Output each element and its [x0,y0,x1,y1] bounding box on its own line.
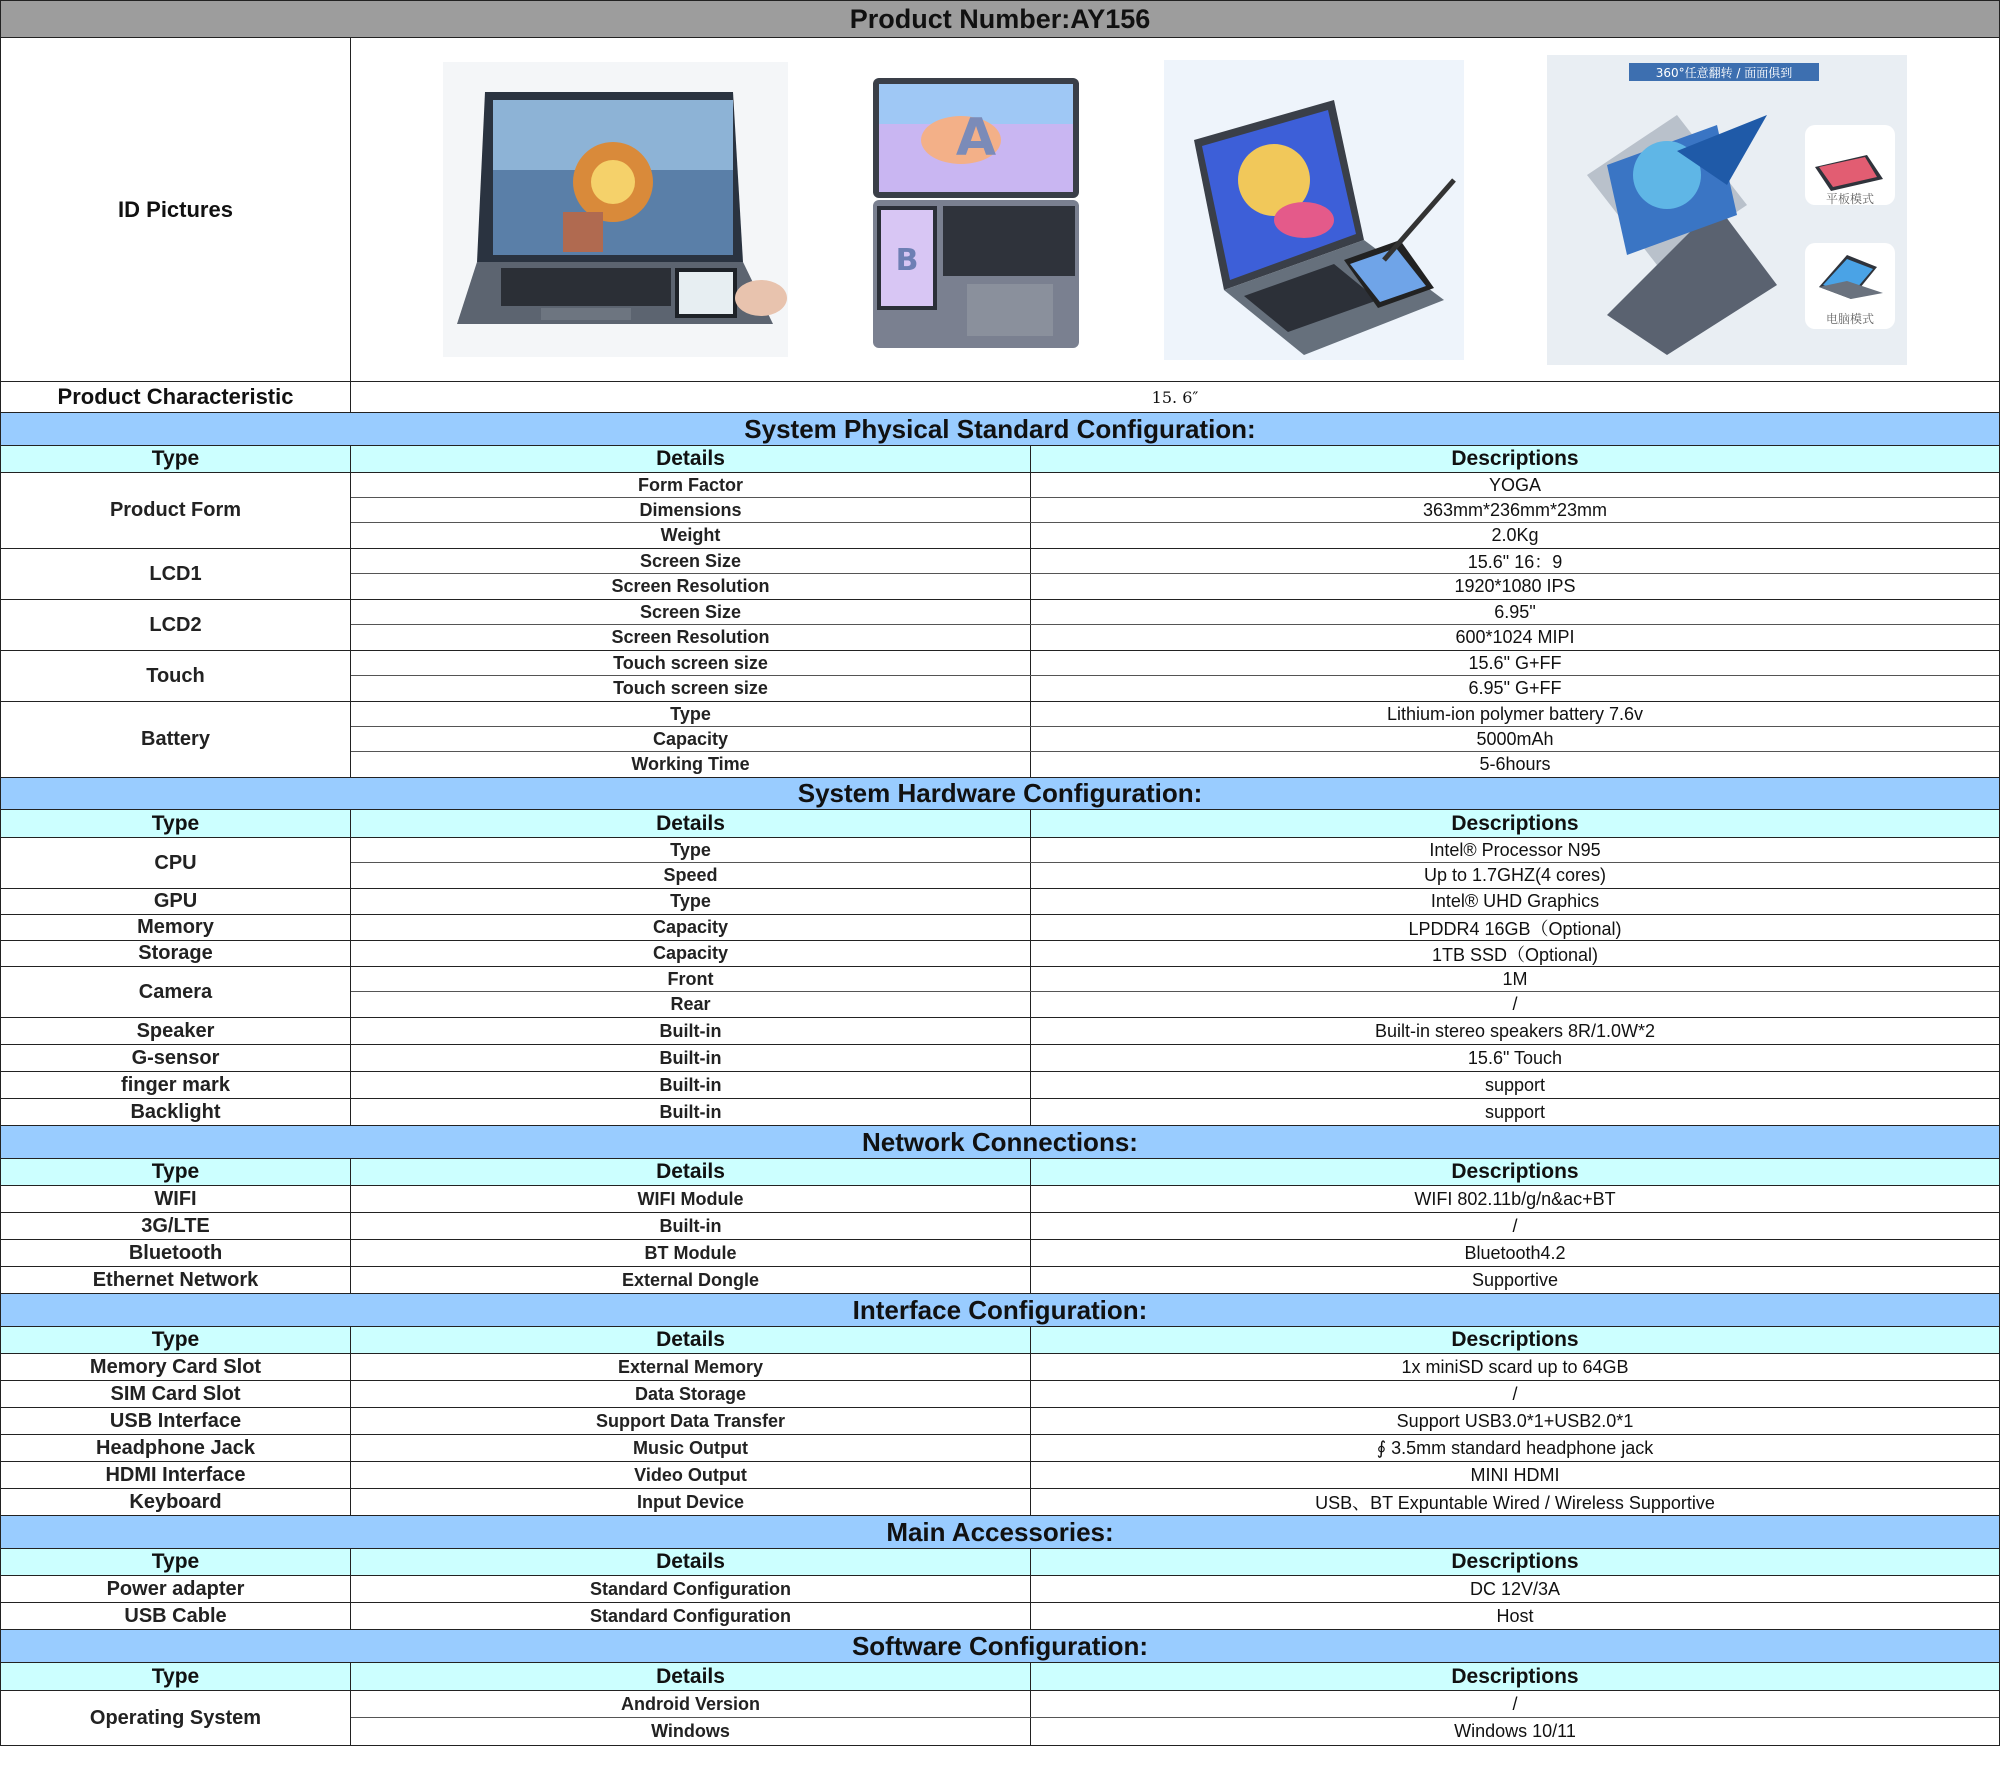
spec-description: 15.6" Touch [1467,1047,1563,1068]
spec-group [0,967,2000,1018]
spec-row [351,1045,1999,1071]
spec-group [0,915,2000,941]
spec-detail: Dimensions [351,498,1031,522]
spec-group [0,1691,2000,1746]
spec-row [351,702,1999,727]
spec-type: Camera [1,967,351,1017]
section-header [0,1126,2000,1159]
column-header-descriptions: Descriptions [1451,1664,1579,1688]
spec-row [351,752,1999,777]
spec-row [351,1576,1999,1602]
spec-detail: Android Version [351,1691,1031,1717]
spec-detail: Front [351,967,1031,991]
product-characteristic-value: 15. 6″ [1151,387,1199,407]
laptop-gaming-image [443,62,788,357]
column-header-row [0,446,2000,473]
spec-detail: Data Storage [351,1381,1031,1407]
spec-type: Storage [1,941,351,966]
section-title: Software Configuration: [851,1630,1149,1661]
spec-detail: Standard Configuration [351,1603,1031,1629]
spec-detail: Screen Resolution [351,574,1031,599]
spec-type: Ethernet Network [1,1267,351,1293]
section-header [0,1516,2000,1549]
spec-row [351,863,1999,888]
spec-detail: Screen Size [351,549,1031,573]
column-header-type: Type [1,1327,351,1353]
spec-description: 15.6" G+FF [1468,652,1562,673]
column-header-row [0,1159,2000,1186]
spec-type: finger mark [1,1072,351,1098]
spec-row [351,727,1999,752]
spec-description: Intel® Processor N95 [1429,839,1601,860]
column-header-details: Details [351,1327,1031,1353]
section-title: Main Accessories: [886,1516,1114,1547]
spec-row [351,1072,1999,1098]
screen-letter-a: A [955,107,996,168]
spec-type: Keyboard [1,1489,351,1515]
spec-row [351,992,1999,1017]
spec-row [351,889,1999,914]
section-title: System Physical Standard Configuration: [744,413,1256,444]
spec-description: DC 12V/3A [1469,1578,1561,1599]
column-header-type: Type [1,1549,351,1575]
spec-detail: Screen Resolution [351,625,1031,650]
spec-detail: Working Time [351,752,1031,777]
spec-group [0,1603,2000,1630]
spec-row [351,915,1999,940]
spec-row [351,676,1999,701]
spec-group [0,651,2000,702]
laptop-mode-label: 电脑模式 [1826,311,1875,326]
column-header-type: Type [1,1663,351,1690]
spec-description: 1x miniSD scard up to 64GB [1401,1356,1629,1377]
spec-group [0,1018,2000,1045]
spec-detail: Type [351,702,1031,726]
spec-group [0,941,2000,967]
spec-description: YOGA [1488,474,1541,495]
spec-detail: Touch screen size [351,676,1031,701]
spec-row [351,473,1999,498]
spec-description: Bluetooth4.2 [1464,1242,1566,1263]
spec-group [0,1213,2000,1240]
spec-description: support [1484,1074,1546,1095]
spec-detail: Touch screen size [351,651,1031,675]
spec-description: USB、BT Expuntable Wired / Wireless Supportive [1315,1493,1715,1513]
spec-row [351,838,1999,863]
id-pictures-gallery [351,38,1999,381]
spec-row [351,1018,1999,1044]
column-header-details: Details [351,1159,1031,1185]
spec-row [351,1435,1999,1461]
spec-row [351,549,1999,574]
spec-description: support [1484,1101,1546,1122]
spec-detail: Standard Configuration [351,1576,1031,1602]
spec-sections [0,413,2000,1746]
spec-group [0,1072,2000,1099]
spec-detail: Music Output [351,1435,1031,1461]
spec-detail: External Memory [351,1354,1031,1380]
stylus-laptop-image [1164,60,1464,360]
spec-description: Host [1496,1605,1534,1626]
spec-row [351,1462,1999,1488]
spec-detail: External Dongle [351,1267,1031,1293]
spec-row [351,498,1999,523]
spec-detail: Type [351,838,1031,862]
spec-detail: Weight [351,523,1031,548]
spec-type: G-sensor [1,1045,351,1071]
spec-detail: Input Device [351,1489,1031,1515]
spec-type: Backlight [1,1099,351,1125]
spec-row [351,1408,1999,1434]
spec-row [351,651,1999,676]
column-header-details: Details [351,1549,1031,1575]
column-header-descriptions: Descriptions [1451,447,1579,470]
spec-row [351,600,1999,625]
spec-detail: Form Factor [351,473,1031,497]
spec-row [351,1240,1999,1266]
spec-description: Built-in stereo speakers 8R/1.0W*2 [1374,1020,1656,1041]
spec-group [0,702,2000,778]
column-header-type: Type [1,810,351,837]
spec-description: Supportive [1471,1269,1559,1290]
spec-group [0,1354,2000,1381]
yoga-banner-text: 360°任意翻转 / 面面俱到 [1656,65,1793,80]
spec-type: HDMI Interface [1,1462,351,1488]
title-row [0,0,2000,38]
spec-detail: Capacity [351,915,1031,940]
id-pictures-row [0,38,2000,382]
spec-description: / [1512,1215,1518,1236]
column-header-type: Type [1,1159,351,1185]
section-header [0,1294,2000,1327]
column-header-type: Type [1,446,351,472]
spec-description: Up to 1.7GHZ(4 cores) [1423,865,1607,885]
spec-description: / [1512,1383,1518,1404]
spec-type: Bluetooth [1,1240,351,1266]
spec-row [351,1718,1999,1745]
column-header-descriptions: Descriptions [1451,1160,1579,1183]
spec-type: USB Cable [1,1603,351,1629]
spec-detail: Built-in [351,1099,1031,1125]
dual-screen-laptop-image [871,70,1081,350]
spec-group [0,838,2000,889]
spec-type: CPU [1,838,351,888]
section-title: System Hardware Configuration: [797,778,1203,808]
spec-description: 1TB SSD（Optional) [1431,944,1599,965]
spec-detail: Built-in [351,1045,1031,1071]
spec-type: USB Interface [1,1408,351,1434]
spec-type: 3G/LTE [1,1213,351,1239]
spec-detail: WIFI Module [351,1186,1031,1212]
section-title: Network Connections: [862,1126,1138,1157]
spec-group [0,1408,2000,1435]
tablet-mode-label: 平板模式 [1826,191,1875,206]
spec-group [0,1186,2000,1213]
spec-row [351,1267,1999,1293]
column-header-details: Details [351,1663,1031,1690]
column-header-row [0,1663,2000,1691]
spec-type: Power adapter [1,1576,351,1602]
spec-description: Lithium-ion polymer battery 7.6v [1386,703,1644,724]
spec-detail: Video Output [351,1462,1031,1488]
spec-description: 600*1024 MIPI [1455,627,1575,647]
spec-detail: Speed [351,863,1031,888]
column-header-row [0,1327,2000,1354]
column-header-row [0,810,2000,838]
spec-description: Support USB3.0*1+USB2.0*1 [1396,1410,1634,1431]
spec-group [0,1435,2000,1462]
spec-type: GPU [1,889,351,914]
spec-row [351,1354,1999,1380]
product-characteristic-row [0,382,2000,413]
spec-detail: Built-in [351,1018,1031,1044]
spec-description: 1M [1502,968,1528,989]
spec-group [0,1576,2000,1603]
spec-group [0,1045,2000,1072]
spec-detail: Capacity [351,727,1031,751]
section-title: Interface Configuration: [852,1294,1148,1325]
spec-description: MINI HDMI [1470,1464,1560,1485]
column-header-details: Details [351,810,1031,837]
spec-group [0,473,2000,549]
spec-row [351,574,1999,599]
column-header-row [0,1549,2000,1576]
spec-row [351,1489,1999,1515]
spec-description: LPDDR4 16GB（Optional) [1408,918,1622,939]
spec-type: Speaker [1,1018,351,1044]
spec-group [0,1267,2000,1294]
spec-type: LCD2 [1,600,351,650]
spec-type: Touch [1,651,351,701]
spec-type: Headphone Jack [1,1435,351,1461]
screen-letter-b: B [895,242,919,278]
spec-detail: Support Data Transfer [351,1408,1031,1434]
spec-group [0,889,2000,915]
column-header-descriptions: Descriptions [1451,1328,1579,1351]
spec-detail: Built-in [351,1072,1031,1098]
spec-description: ∮ 3.5mm standard headphone jack [1376,1437,1654,1458]
column-header-descriptions: Descriptions [1451,811,1579,835]
spec-type: Battery [1,702,351,777]
spec-row [351,625,1999,650]
spec-detail: Screen Size [351,600,1031,624]
spec-row [351,1381,1999,1407]
section-header [0,778,2000,810]
product-characteristic-label: Product Characteristic [1,382,351,412]
spec-row [351,523,1999,548]
spec-row [351,1213,1999,1239]
id-pictures-label: ID Pictures [1,38,351,381]
spec-detail: Type [351,889,1031,914]
column-header-descriptions: Descriptions [1451,1550,1579,1573]
spec-type: LCD1 [1,549,351,599]
section-header [0,413,2000,446]
spec-description: 15.6" 16：9 [1467,552,1563,572]
spec-description: 5000mAh [1476,728,1554,749]
spec-description: WIFI 802.11b/g/n&ac+BT [1414,1188,1616,1209]
spec-row [351,1186,1999,1212]
spec-description: 6.95" [1494,601,1536,622]
spec-description: Intel® UHD Graphics [1430,891,1600,911]
spec-description: 2.0Kg [1491,525,1539,545]
spec-description: 5-6hours [1479,754,1551,774]
spec-group [0,1099,2000,1126]
spec-row [351,941,1999,966]
spec-group [0,600,2000,651]
spec-type: SIM Card Slot [1,1381,351,1407]
spec-row [351,1603,1999,1629]
spec-group [0,1462,2000,1489]
spec-detail: Rear [351,992,1031,1017]
spec-type: WIFI [1,1186,351,1212]
spec-row [351,967,1999,992]
spec-detail: Capacity [351,941,1031,966]
spec-group [0,1489,2000,1516]
spec-group [0,1240,2000,1267]
spec-detail: BT Module [351,1240,1031,1266]
spec-type: Product Form [1,473,351,548]
spec-description: / [1512,994,1518,1014]
spec-description: Windows 10/11 [1454,1721,1576,1741]
column-header-details: Details [351,446,1031,472]
spec-detail: Windows [351,1718,1031,1745]
spec-group [0,1381,2000,1408]
spec-detail: Built-in [351,1213,1031,1239]
spec-type: Memory Card Slot [1,1354,351,1380]
spec-description: / [1512,1693,1518,1714]
spec-description: 1920*1080 IPS [1454,576,1576,596]
spec-description: 6.95" G+FF [1468,678,1562,698]
spec-type: Memory [1,915,351,940]
yoga-modes-image [1547,55,1907,365]
spec-group [0,549,2000,600]
spec-type: Operating System [1,1691,351,1745]
spec-row [351,1691,1999,1718]
spec-row [351,1099,1999,1125]
product-title: Product Number:AY156 [849,3,1151,34]
section-header [0,1630,2000,1663]
spec-description: 363mm*236mm*23mm [1422,499,1608,520]
